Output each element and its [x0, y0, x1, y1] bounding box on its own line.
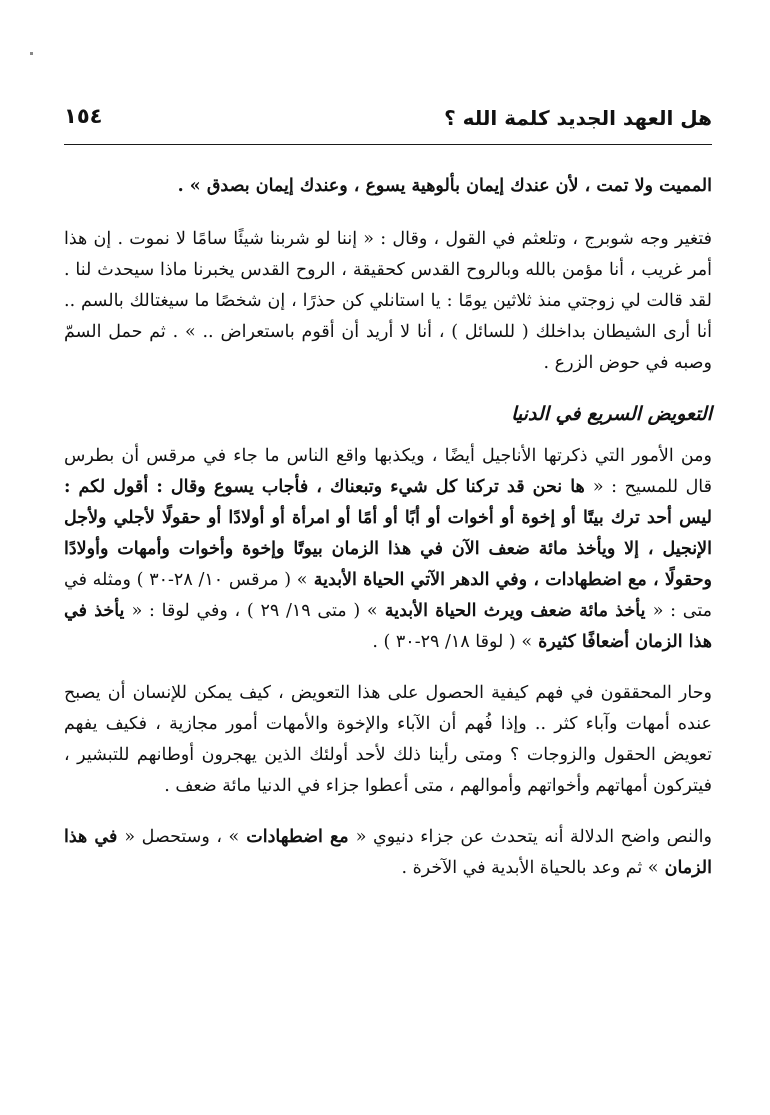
quote-mark: ها نحن قد تركنا كل شيء وتبعناك ، فأجاب يسوع وقال : أقول لكم : ليس أحد ترك بيتًا أو إخوة أو أخوات أو أبًا أو أمًا أو امرأة أو أولادًا أو حقولًا لأجلي ولأجل الإنجيل ، إلا ويأخذ مائة ضعف الآن في هذا الزمان بيوتًا وإخوة وأخوات وأمهات وأولادًا وحقولًا ، مع اضطهادات ، وفي الدهر الآتي الحياة الأبدية: [64, 477, 712, 590]
paragraph-researchers: وحار المحققون في فهم كيفية الحصول على هذا التعويض ، كيف يمكن للإنسان أن يصبح عنده أمهات وآباء كثر .. وإذا فُهم أن الآباء والإخوة والأمهات أمور مجازية ، فكيف يفهم تعويض الحقول والزوجات ؟ ومتى رأينا ذلك لأحد أولئك الذين يهجرون أوطانهم للتبشير ، فيتركون أمهاتهم وأخواتهم وأموالهم ، متى أعطوا جزاء في الدنيا مائة ضعف .: [64, 683, 712, 796]
text-run: والنص واضح الدلالة أنه يتحدث عن جزاء دنيوي «: [355, 827, 712, 847]
text-run: » ، وستحصل «: [124, 827, 240, 847]
quote-persecutions: مع اضطهادات: [239, 827, 356, 847]
text-run: » ثم وعد بالحياة الأبدية في الآخرة .: [401, 858, 659, 878]
page-number: ١٥٤: [64, 104, 112, 128]
citation-mark: » ( مرقس ١٠/ ٢٨-٣٠ ) ومثله في متى : «: [64, 570, 712, 621]
section-heading: التعويض السريع في الدنيا: [511, 403, 712, 425]
paragraph-shoberg: فتغير وجه شوبرج ، وتلعثم في القول ، وقال : « إننا لو شربنا شيئًا سامًا لا نموت . إن هذا أمر غريب ، أنا مؤمن بالله وبالروح القدس كحقيقة ، الروح القدس يخبرنا ماذا سيحدث لنا . لقد قالت لي زوجتي منذ ثلاثين يومًا : يا استانلي كن حذرًا ، إن شخصًا ما سيغتالك بالسم .. أنا أرى الشيطان بداخلك ( للسائل ) ، أنا لا أريد أن أقوم باستعراض .. » . ثم حمل السمّ وصبه في حوض الزرع .: [64, 229, 712, 373]
text-run: ومن الأمور التي ذكرتها الأناجيل أيضًا ، ويكذبها واقع الناس ما جاء في مرقس أن بطرس قال للمسيح : «: [64, 446, 712, 497]
paragraph-conclusion: [64, 822, 712, 884]
citation-luke: » ( لوقا ١٨/ ٢٩-٣٠ ) .: [372, 632, 533, 652]
paragraph-continuation: المميت ولا تمت ، لأن عندك إيمان بألوهية يسوع ، وعندك إيمان بصدق » .: [177, 176, 712, 196]
running-header: [64, 100, 712, 145]
book-page: [64, 100, 712, 884]
paragraph-compensation: [64, 441, 712, 658]
quote-this-time: في هذا الزمان: [64, 827, 712, 878]
scan-speck: [30, 52, 33, 55]
quote-matthew: يأخذ مائة ضعف ويرث الحياة الأبدية: [377, 601, 653, 621]
running-title: هل العهد الجديد كلمة الله ؟: [434, 106, 712, 130]
citation-matthew: » ( متى ١٩/ ٢٩ ) ، وفي لوقا : «: [131, 601, 378, 621]
quote-luke: يأخذ في هذا الزمان أضعافًا كثيرة: [64, 601, 712, 652]
